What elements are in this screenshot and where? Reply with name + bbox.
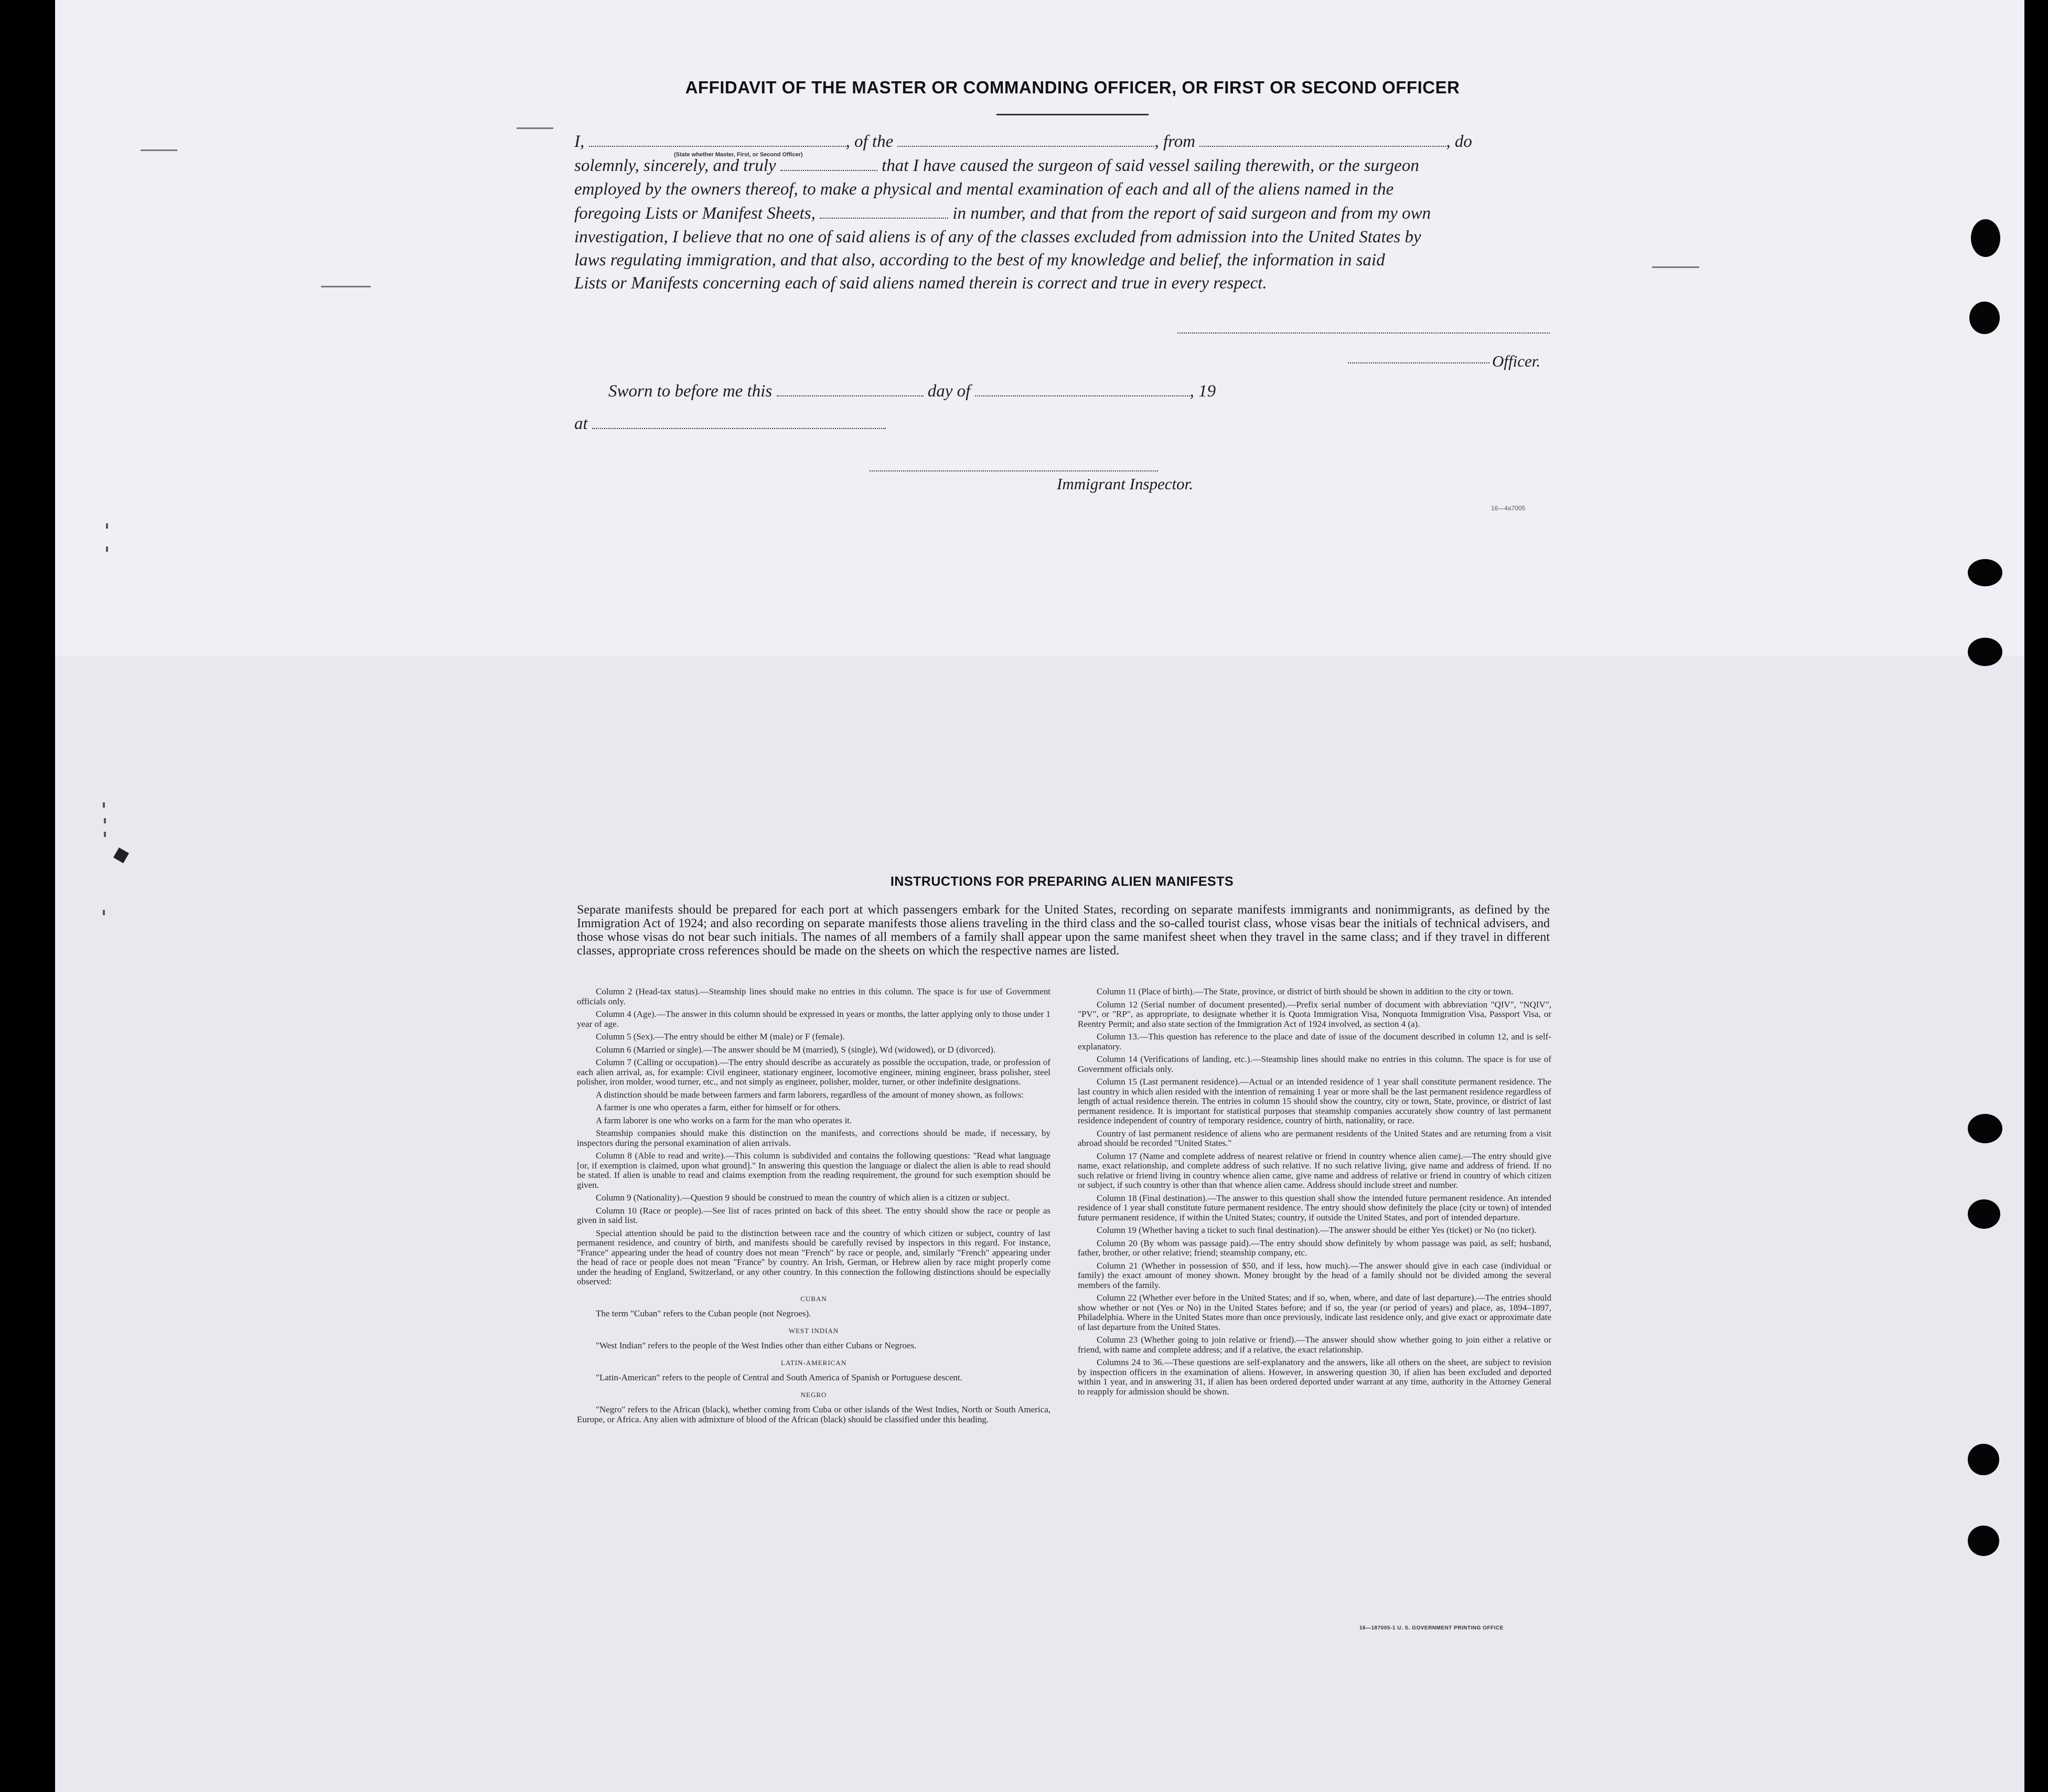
punch-hole	[1968, 559, 2002, 586]
stray-mark	[1652, 266, 1699, 268]
affidavit-text: solemnly, sincerely, and truly	[574, 156, 776, 175]
affidavit-text: day of	[927, 382, 971, 401]
instruction-paragraph: Column 14 (Verifications of landing, etc.).—Steamship lines should make no entries in this column. The space is for use of Government officials only.	[1078, 1054, 1551, 1074]
instruction-paragraph: A farm laborer is one who works on a farm for the man who operates it.	[596, 1115, 852, 1125]
sworn-place-field[interactable]	[592, 416, 886, 429]
affidavit-text: , do	[1446, 132, 1472, 151]
oath-field[interactable]	[780, 158, 877, 171]
officer-label: Officer.	[1492, 352, 1541, 370]
section-label-latin-american: LATIN-AMERICAN	[780, 1358, 847, 1367]
section-label-negro: NEGRO	[800, 1390, 827, 1399]
instruction-paragraph: Column 2 (Head-tax status).—Steamship lines should make no entries in this column. The space is for use of Government officials only.	[577, 986, 1050, 1006]
affidavit-text: , of the	[845, 132, 894, 151]
stray-mark	[141, 149, 177, 151]
instruction-paragraph: Column 4 (Age).—The answer in this column should be expressed in years or months, the latter applying only to those under 1 year of age.	[577, 1009, 1050, 1029]
instructions-right-column	[1078, 987, 1551, 1400]
instruction-paragraph: Column 22 (Whether ever before in the United States; and if so, when, where, and date of last departure).—The entries should show whether or not (Yes or No) in the United States before; and if so, the year (or period of years) and place, as, 1894–1897, Philadelphia. Where in the United States more than once previously, indicate last residence only, and give exact or approximate date of last departure from the United States.	[1078, 1293, 1551, 1332]
stray-mark	[104, 818, 106, 823]
affidavit-text: that I have caused the surgeon of said vessel sailing therewith, or the surgeon	[882, 156, 1419, 175]
instruction-paragraph: Column 12 (Serial number of document presented).—Prefix serial number of document with abbreviation "QIV", "NQIV", "PV", or "RP", as appropriate, to designate whether it is Quota Immigration Visa, Nonquota Immigration Visa, Passport Visa, or Reentry Permit; and also state section of the Immigration Act of 1924 involved, as section 4 (a).	[1078, 999, 1551, 1029]
instruction-paragraph: Special attention should be paid to the distinction between race and the country of which citizen or subject, country of last permanent residence, and country of birth, and manifests should be carefully revised by inspectors in this regard. For instance, "France" appearing under the head of country does not mean "French" by race or people, and, similarly "French" appearing under the head of race or people does not mean "France" by country. An Irish, German, or Hebrew alien by race might properly come under the heading of England, Switzerland, or any other country. In this connection the following distinctions should be especially observed:	[577, 1228, 1050, 1286]
affidavit-text: , from	[1154, 132, 1196, 151]
affidavit-line-5: investigation, I believe that no one of said aliens is of any of the classes excluded from admission into the United States by	[574, 228, 1421, 246]
printing-office-footer: 16—187005-1 U. S. GOVERNMENT PRINTING OFFICE	[1359, 1625, 1504, 1631]
affidavit-text: I,	[574, 132, 585, 151]
instruction-paragraph: Country of last permanent residence of aliens who are permanent residents of the United States and are returning from a visit abroad should be recorded "United States."	[1078, 1128, 1551, 1148]
stray-mark	[517, 127, 553, 129]
instructions-left-column	[577, 987, 1050, 1428]
form-code: 16—4a7005	[1491, 505, 1526, 512]
instruction-paragraph: Column 11 (Place of birth).—The State, province, or district of birth should be shown in addition to the city or town.	[1097, 986, 1514, 996]
affidavit-text: at	[574, 414, 588, 433]
instruction-paragraph: Column 7 (Calling or occupation).—The entry should describe as accurately as possible the occupation, trade, or profession of each alien arrival, as, for example: Civil engineer, stationary engineer, locomotive engineer, mining engineer, brass polisher, steel polisher, iron molder, wood turner, etc., and not simply as engineer, polisher, molder, turner, or other indefinite designations.	[577, 1057, 1050, 1087]
inspector-label: Immigrant Inspector.	[1057, 475, 1194, 493]
instruction-paragraph: Column 10 (Race or people).—See list of races printed on back of this sheet. The entry should show the race or people as given in said list.	[577, 1205, 1050, 1225]
sworn-line	[608, 382, 1290, 401]
rank-field-note: (State whether Master, First, or Second Officer)	[674, 152, 803, 158]
punch-hole	[1968, 638, 2002, 666]
affidavit-line-2	[574, 156, 1550, 176]
instruction-paragraph: Columns 24 to 36.—These questions are self-explanatory and the answers, like all others on the sheet, are subject to revision by inspection officers in the examination of aliens. However, in answering question 30, if alien has been excluded and deported within 1 year, and in answering 31, if alien has been ordered deported under warrant at any time, authority in the Attorney General to reapply for admission should be shown.	[1078, 1357, 1551, 1397]
instruction-paragraph: Column 6 (Married or single).—The answer should be M (married), S (single), Wd (widowed), or D (divorced).	[596, 1044, 996, 1055]
officer-rank-field[interactable]	[589, 134, 846, 147]
inspector-signature-line[interactable]	[870, 469, 1158, 471]
affidavit-line-1	[574, 132, 1550, 152]
punch-hole	[1968, 1199, 2000, 1229]
instruction-paragraph: "Latin-American" refers to the people of Central and South America of Spanish or Portuguese descent.	[596, 1372, 962, 1382]
section-label-cuban: CUBAN	[800, 1294, 827, 1303]
instruction-paragraph: A farmer is one who operates a farm, either for himself or for others.	[596, 1102, 841, 1112]
affidavit-text: foregoing Lists or Manifest Sheets,	[574, 204, 816, 223]
officer-signature-line[interactable]	[1348, 361, 1489, 363]
stray-mark	[321, 286, 371, 287]
instruction-paragraph: The term "Cuban" refers to the Cuban people (not Negroes).	[596, 1308, 811, 1318]
instruction-paragraph: Column 17 (Name and complete address of nearest relative or friend in country whence alien came).—The entry should give name, exact relationship, and complete address of such relative. If no such relative living, give name and address of friend. If no such relative or friend living in country whence alien came, give name and address of relative or friend in country of which citizen or subject, if such country is other than that whence alien came. Address should include street and number.	[1078, 1151, 1551, 1190]
instruction-paragraph: Column 18 (Final destination).—The answer to this question shall show the intended future permanent residence. An intended residence of 1 year shall constitute future permanent residence. The entry should show definitely the place (city or town) of intended future permanent residence, if within the United States; country, if outside the United States, and port of intended departure.	[1078, 1193, 1551, 1222]
title-underline	[996, 114, 1149, 115]
affidavit-text: Sworn to before me this	[608, 382, 773, 401]
instruction-paragraph: Column 9 (Nationality).—Question 9 should be construed to mean the country of which alien is a citizen or subject.	[596, 1193, 1010, 1203]
affidavit-text: , 19	[1189, 382, 1216, 401]
affidavit-line-7: Lists or Manifests concerning each of said aliens named therein is correct and true in every respect.	[574, 274, 1267, 293]
stray-mark	[103, 802, 105, 808]
instruction-paragraph: Column 19 (Whether having a ticket to such final destination).—The answer should be either Yes (ticket) or No (no ticket).	[1097, 1225, 1537, 1235]
instruction-paragraph: Steamship companies should make this distinction on the manifests, and corrections should be made, if necessary, by inspectors during the personal examination of alien arrivals.	[577, 1128, 1050, 1148]
affidavit-title: AFFIDAVIT OF THE MASTER OR COMMANDING OFFICER, OR FIRST OR SECOND OFFICER	[685, 78, 1460, 97]
instruction-paragraph: Column 23 (Whether going to join relative or friend).—The answer should show whether going to join either a relative or friend, with name and complete address; and if a relative, the exact relationship.	[1078, 1335, 1551, 1355]
affidavit-line-6: laws regulating immigration, and that also, according to the best of my knowledge and belief, the information in said	[574, 251, 1385, 270]
sworn-place-line	[574, 414, 941, 434]
punch-hole	[1971, 219, 2000, 257]
punch-hole	[1969, 302, 2000, 334]
instructions-title: INSTRUCTIONS FOR PREPARING ALIEN MANIFESTS	[890, 874, 1234, 889]
instruction-paragraph: Column 21 (Whether in possession of $50, and if less, how much).—The answer should give in each case (individual or family) the exact amount of money shown. Money brought by the head of a family should not be divided among the several members of the family.	[1078, 1260, 1551, 1290]
stray-mark	[104, 832, 106, 837]
punch-hole	[1968, 1526, 1999, 1556]
sheet-count-field[interactable]	[820, 206, 948, 219]
instruction-paragraph: Column 8 (Able to read and write).—This column is subdivided and contains the following questions: "Read what language [or, if exemption is claimed, upon what ground]." In answering this question the language or dialect the alien is able to read should be stated. If alien is unable to read and claims exemption from the reading requirement, the ground for such exemption should be given.	[577, 1151, 1050, 1190]
stray-mark	[106, 523, 108, 529]
punch-hole	[1968, 1444, 1999, 1475]
instruction-paragraph: "West Indian" refers to the people of the West Indies other than either Cubans or Negroes.	[596, 1340, 917, 1350]
vessel-name-field[interactable]	[897, 134, 1154, 147]
affidavit-text: in number, and that from the report of said surgeon and from my own	[952, 204, 1431, 223]
punch-hole	[1968, 1114, 2002, 1143]
instruction-paragraph: A distinction should be made between farmers and farm laborers, regardless of the amount of money shown, as follows:	[596, 1089, 1024, 1100]
signature-line[interactable]	[1177, 331, 1550, 334]
affidavit-line-4	[574, 204, 1550, 223]
stray-mark	[103, 910, 105, 915]
instruction-paragraph: Column 5 (Sex).—The entry should be either M (male) or F (female).	[596, 1032, 845, 1042]
affidavit-line-3: employed by the owners thereof, to make a physical and mental examination of each and all of the aliens named in the	[574, 180, 1394, 199]
instruction-paragraph: Column 13.—This question has reference to the place and date of issue of the document described in column 12, and is self-explanatory.	[1078, 1032, 1551, 1051]
port-from-field[interactable]	[1199, 134, 1446, 147]
instruction-paragraph: Column 20 (By whom was passage paid).—The entry should show definitely by whom passage was paid, as self; husband, father, brother, or other relative; friend; steamship company, etc.	[1078, 1238, 1551, 1258]
sworn-month-field[interactable]	[975, 384, 1190, 396]
stray-mark	[106, 546, 108, 552]
section-label-west-indian: WEST INDIAN	[788, 1326, 839, 1335]
instruction-paragraph: Column 15 (Last permanent residence).—Actual or an intended residence of 1 year shall constitute permanent residence. The last country in which alien resided with the intention of remaining 1 year or more shall be the last permanent residence regardless of length of actual residence therein. The entries in column 15 should show the country, city or town, State, province, or district of last permanent residence. It is important for statistical purposes that steamship companies accurately show country of last permanent residence independent of country of temporary residence, country of birth, nationality, or race.	[1078, 1077, 1551, 1125]
instruction-paragraph: "Negro" refers to the African (black), whether coming from Cuba or other islands of the West Indies, North or South America, Europe, or Africa. Any alien with admixture of blood of the African (black) should be classified under this heading.	[577, 1404, 1050, 1424]
sworn-day-field[interactable]	[777, 384, 924, 396]
instructions-intro: Separate manifests should be prepared for each port at which passengers embark for the United States, recording on separate manifests immigrants and nonimmigrants, as defined by the Immigration Act of 1924; and also recording on separate manifests those aliens traveling in the third class and the so-called tourist class, whose visas bear the initials of technical advisers, and those whose visas do not bear such initials. The names of all members of a family shall appear upon the same manifest sheet when they travel in the same class; and if they travel in different classes, appropriate cross references should be made on the sheets on which the respective names are listed.	[577, 903, 1550, 958]
